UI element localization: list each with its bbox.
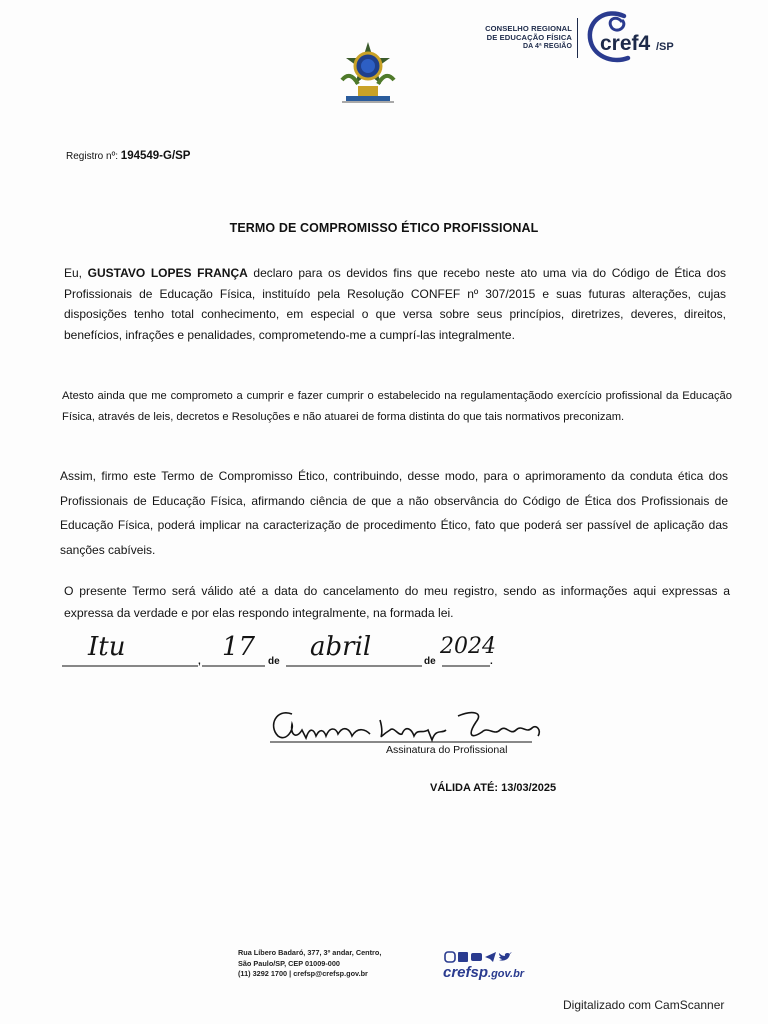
registro-line <box>66 150 190 162</box>
council-line-1: CONSELHO REGIONAL <box>485 24 572 33</box>
handwritten-day: 17 <box>222 632 256 662</box>
council-line-2: DE EDUCAÇÃO FÍSICA <box>486 33 572 42</box>
date-comma: , <box>198 656 201 667</box>
site-main: crefsp <box>443 964 489 981</box>
p1-prefix: Eu, <box>64 266 88 280</box>
address-line-2: São Paulo/SP, CEP 01009-000 <box>238 958 340 968</box>
council-name <box>470 24 572 51</box>
handwritten-month: abril <box>310 632 372 662</box>
site-domain: .gov.br <box>488 968 525 980</box>
telegram-icon <box>485 952 496 962</box>
youtube-icon <box>471 953 482 961</box>
header-divider <box>577 18 578 58</box>
signature-caption: Assinatura do Profissional <box>386 744 508 756</box>
address-line-3: (11) 3292 1700 | crefsp@crefsp.gov.br <box>238 969 368 978</box>
logo-text: cref4 <box>600 32 651 55</box>
footer-address <box>238 948 381 980</box>
paragraph-2: Atesto ainda que me comprometo a cumprir e fazer cumprir o estabelecido na regulamentaçãodo exercício profissional da Educação Física, através de leis, decretos e Resoluções e não atuarei de forma distinta do que tais normativos preconizam. <box>62 390 732 423</box>
paragraph-1 <box>64 263 726 345</box>
document-title: TERMO DE COMPROMISSO ÉTICO PROFISSIONAL <box>229 221 539 235</box>
facebook-icon <box>458 952 468 962</box>
social-icons <box>444 951 514 963</box>
handwritten-signature <box>262 700 552 748</box>
scanner-watermark: Digitalizado com CamScanner <box>563 998 725 1012</box>
council-line-3: DA 4ª REGIÃO <box>522 43 572 50</box>
logo-suffix: /SP <box>656 41 674 53</box>
registro-label: Registro nº: <box>66 151 119 162</box>
footer-website <box>443 964 524 981</box>
instagram-icon <box>445 952 455 962</box>
date-line <box>60 626 500 674</box>
brazil-coat-of-arms-icon <box>336 40 400 106</box>
paragraph-4: O presente Termo será válido até a data do cancelamento do meu registro, sendo as informações aqui expressas a expressa da verdade e por elas respondo integralmente, na formada lei. <box>64 584 730 620</box>
handwritten-city: Itu <box>88 632 126 662</box>
date-de-1: de <box>268 656 280 667</box>
date-end: . <box>490 656 493 667</box>
professional-name: GUSTAVO LOPES FRANÇA <box>87 266 248 280</box>
twitter-icon <box>499 952 512 961</box>
paragraph-3: Assim, firmo este Termo de Compromisso Ético, contribuindo, desse modo, para o aprimoramento da conduta ética dos Profissionais de Educação Física, afirmando ciência de que a não observância do Código de Ética dos Profissionais de Educação Física, poderá implicar na caracterização de procedimento Ético, fato que poderá ser passível de aplicação das sanções cabíveis. <box>60 469 728 557</box>
address-line-1: Rua Líbero Badaró, 377, 3º andar, Centro, <box>238 948 382 957</box>
registro-value: 194549-G/SP <box>120 150 191 162</box>
handwritten-year: 2024 <box>440 634 496 659</box>
date-de-2: de <box>424 656 436 667</box>
validity-date: VÁLIDA ATÉ: 13/03/2025 <box>430 782 557 794</box>
p1-text: declaro para os devidos fins que recebo neste ato uma via do Código de Ética dos Profissionais de Educação Física, instituído pela Resolução CONFEF nº 307/2015 e suas futuras alterações, cujas disposições tenho total conhecimento, em especial o que versa sobre seus princípios, diretrizes, deveres, direitos, benefícios, infrações e penalidades, comprometendo-me a cumprí-las integralmente. <box>64 266 726 342</box>
cref4-logo <box>584 6 690 68</box>
